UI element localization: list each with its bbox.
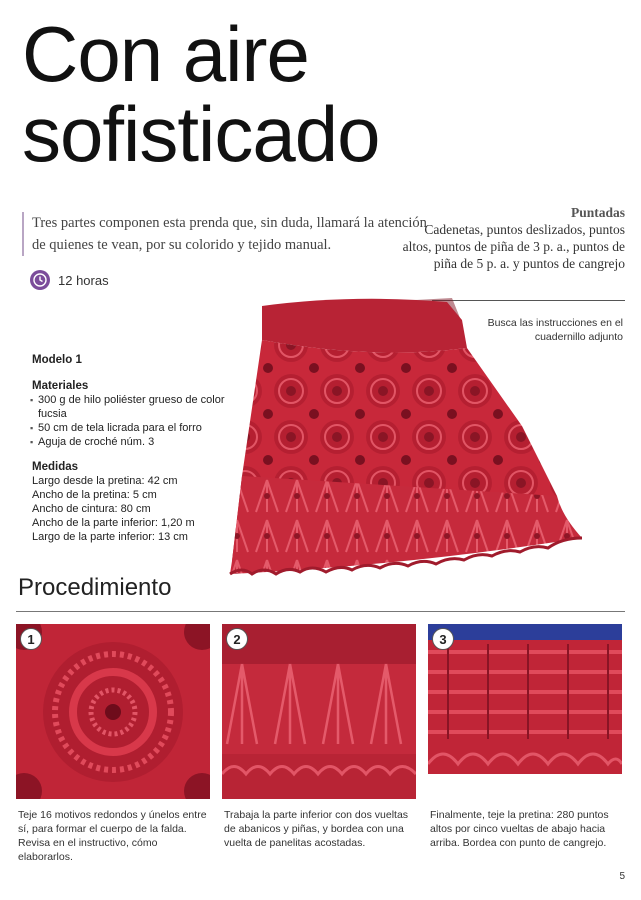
model-name: Modelo 1 (32, 354, 82, 366)
model-specs (32, 354, 232, 544)
clock-icon (30, 270, 50, 290)
materials-list (32, 393, 232, 449)
materials-heading: Materiales (32, 380, 89, 392)
list-item: Ancho de cintura: 80 cm (32, 503, 151, 515)
list-item: ▪ Aguja de croché núm. 3 (32, 435, 232, 449)
procedure-heading: Procedimiento (18, 574, 172, 601)
list-item: Largo de la parte inferior: 13 cm (32, 531, 188, 543)
step-number-badge: 1 (20, 628, 42, 650)
step-2-photo (222, 624, 416, 799)
time-label: 12 horas (58, 272, 109, 288)
page-title (22, 10, 622, 178)
list-item: ▪ 50 cm de tela licrada para el forro (32, 421, 232, 435)
list-item: Ancho de la pretina: 5 cm (32, 489, 157, 501)
step-1-photo (16, 624, 210, 799)
measures-list (32, 474, 232, 544)
title-line-2: sofisticado (22, 90, 380, 178)
instructions-note: Busca las instrucciones en el cuadernillo adjunto (487, 317, 623, 343)
page-number: 5 (619, 871, 625, 882)
step-number-badge: 2 (226, 628, 248, 650)
step-3-photo (428, 624, 622, 799)
stitches-heading: Puntadas (570, 205, 625, 220)
stitches-box (395, 204, 625, 272)
skirt-photo (222, 276, 612, 576)
list-item: ▪ 300 g de hilo poliéster grueso de color fucsia (32, 393, 232, 421)
step-2-caption: Trabaja la parte inferior con dos vueltas de abanicos y piñas, y bordea con una vuelta de panelitas acostadas. (224, 809, 409, 849)
list-item: Ancho de la parte inferior: 1,20 m (32, 517, 195, 529)
step-3-caption: Finalmente, teje la pretina: 280 puntos altos por cinco vueltas de abajo hacia arriba. Bordea con punto de cangrejo. (430, 809, 609, 849)
stitches-text: Cadenetas, puntos deslizados, puntos altos, puntos de piña de 3 p. a., puntos de piña de 5 p. a. y puntos de cangrejo (402, 222, 625, 271)
title-line-1: Con aire (22, 10, 309, 98)
intro-text: Tres partes componen esta prenda que, sin duda, llamará la atención de quienes te vean, por su colorido y tejido manual. (22, 212, 432, 256)
measures-heading: Medidas (32, 461, 79, 473)
step-1-caption: Teje 16 motivos redondos y únelos entre sí, para formar el cuerpo de la falda. Revisa en el instructivo, cómo elaborarlos. (18, 809, 207, 863)
step-number-badge: 3 (432, 628, 454, 650)
list-item: Largo desde la pretina: 42 cm (32, 475, 178, 487)
time-estimate (30, 270, 109, 290)
divider (16, 611, 625, 612)
